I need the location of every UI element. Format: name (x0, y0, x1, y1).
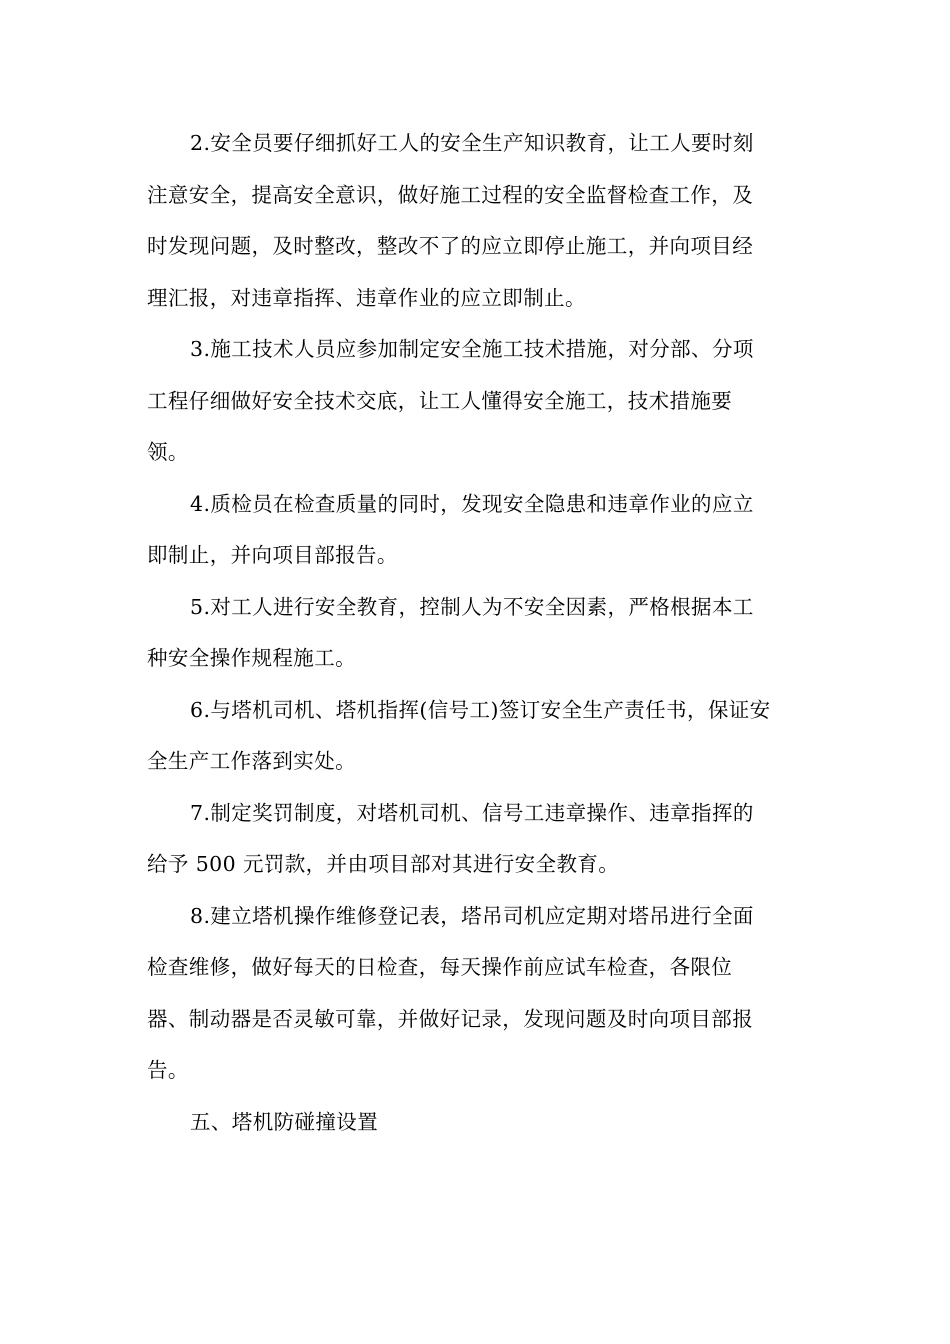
text-line: 种安全操作规程施工。 (147, 646, 356, 670)
paragraph-item-3 (147, 324, 807, 479)
paragraph-item-4 (147, 479, 807, 582)
text-line: 4.质检员在检查质量的同时，发现安全隐患和违章作业的应立 (190, 491, 754, 516)
text-line: 注意安全，提高安全意识，做好施工过程的安全监督检查工作，及 (147, 182, 754, 207)
text-line: 6.与塔机司机、塔机指挥(信号工)签订安全生产责任书，保证安 (190, 697, 771, 722)
text-line: 器、制动器是否灵敏可靠，并做好记录，发现问题及时向项目部报 (147, 1006, 754, 1031)
text-line: 领。 (147, 440, 189, 464)
text-line: 7.制定奖罚制度，对塔机司机、信号工违章操作、违章指挥的 (190, 800, 754, 825)
paragraph-item-7 (147, 788, 807, 891)
text-line: 告。 (147, 1058, 189, 1082)
text-line: 理汇报，对违章指挥、违章作业的应立即制止。 (147, 285, 586, 310)
text-line: 全生产工作落到实处。 (147, 749, 356, 773)
section-heading (147, 1097, 807, 1149)
text-line: 即制止，并向项目部报告。 (147, 543, 398, 567)
text-line: 给予 500 元罚款，并由项目部对其进行安全教育。 (147, 852, 620, 876)
text-line: 时发现问题，及时整改，整改不了的应立即停止施工，并向项目经 (147, 234, 754, 258)
paragraph-item-6 (147, 685, 807, 788)
text-line: 2.安全员要仔细抓好工人的安全生产知识教育，让工人要时刻 (190, 131, 754, 155)
document-body (147, 118, 807, 1148)
text-line: 检查维修，做好每天的日检查，每天操作前应试车检查，各限位 (147, 955, 733, 979)
text-line: 工程仔细做好安全技术交底，让工人懂得安全施工，技术措施要 (147, 388, 733, 413)
section-heading-text: 五、塔机防碰撞设置 (190, 1109, 379, 1134)
text-line: 3.施工技术人员应参加制定安全施工技术措施，对分部、分项 (190, 337, 754, 361)
text-line: 5.对工人进行安全教育，控制人为不安全因素，严格根据本工 (190, 594, 754, 619)
paragraph-item-8 (147, 891, 807, 1097)
paragraph-item-2 (147, 118, 807, 324)
text-line: 8.建立塔机操作维修登记表，塔吊司机应定期对塔吊进行全面 (190, 903, 754, 928)
paragraph-item-5 (147, 582, 807, 685)
